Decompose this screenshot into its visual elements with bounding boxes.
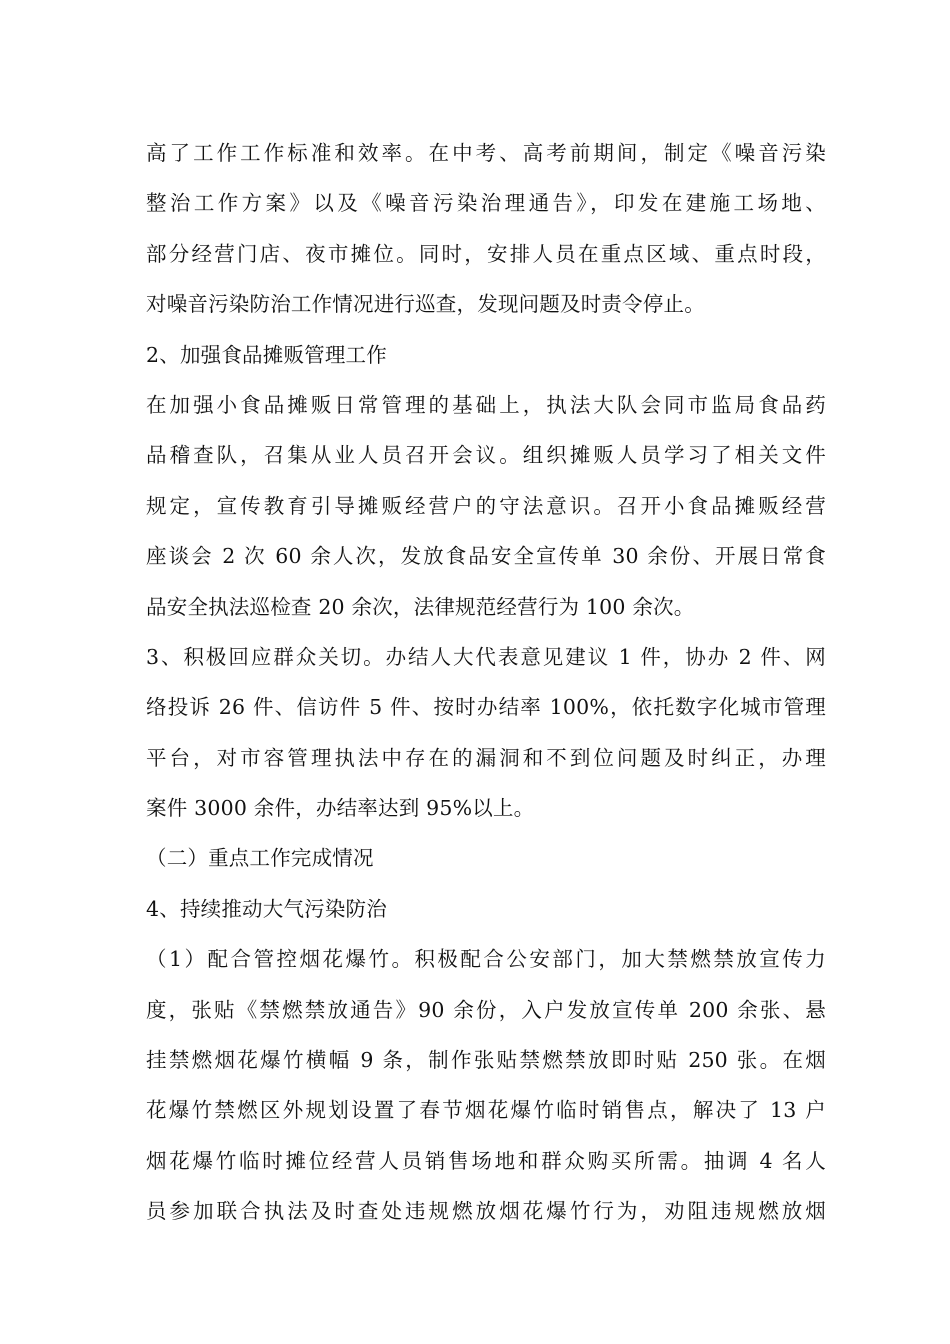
text-line: 部分经营门店、夜市摊位。同时，安排人员在重点区域、重点时段， xyxy=(146,241,826,266)
document-page xyxy=(146,128,826,1237)
text-line: 在加强小食品摊贩日常管理的基础上，执法大队会同市监局食品药 xyxy=(146,392,826,417)
text-line: 座谈会 2 次 60 余人次，发放食品安全宣传单 30 余份、开展日常食 xyxy=(146,544,826,569)
text-line: 品稽查队，召集从业人员召开会议。组织摊贩人员学习了相关文件 xyxy=(146,443,826,468)
text-line: 平台，对市容管理执法中存在的漏洞和不到位问题及时纠正，办理 xyxy=(146,745,826,770)
text-line: 员参加联合执法及时查处违规燃放烟花爆竹行为，劝阻违规燃放烟 xyxy=(146,1199,826,1224)
text-line: 花爆竹禁燃区外规划设置了春节烟花爆竹临时销售点，解决了 13 户 xyxy=(146,1098,826,1123)
text-line: 3、积极回应群众关切。办结人大代表意见建议 1 件，协办 2 件、网 xyxy=(146,644,826,669)
section-heading: （二）重点工作完成情况 xyxy=(146,846,374,871)
text-line: 高了工作工作标准和效率。在中考、高考前期间，制定《噪音污染 xyxy=(146,141,826,165)
section-heading: 2、加强食品摊贩管理工作 xyxy=(146,342,387,367)
text-line: 度，张贴《禁燃禁放通告》90 余份，入户发放宣传单 200 余张、悬 xyxy=(146,997,826,1022)
text-line: 品安全执法巡检查 20 余次，法律规范经营行为 100 余次。 xyxy=(146,594,695,619)
text-line: 整治工作方案》以及《噪音污染治理通告》，印发在建施工场地、 xyxy=(146,191,826,216)
text-line: 案件 3000 余件，办结率达到 95%以上。 xyxy=(146,796,535,821)
text-line: 对噪音污染防治工作情况进行巡查，发现问题及时责令停止。 xyxy=(146,292,705,317)
text-line: 挂禁燃烟花爆竹横幅 9 条，制作张贴禁燃禁放即时贴 250 张。在烟 xyxy=(146,1048,826,1073)
section-heading: 4、持续推动大气污染防治 xyxy=(146,896,387,921)
text-line: 规定，宣传教育引导摊贩经营户的守法意识。召开小食品摊贩经营 xyxy=(146,493,826,518)
text-line: 络投诉 26 件、信访件 5 件、按时办结率 100%，依托数字化城市管理 xyxy=(146,695,826,720)
text-line: 烟花爆竹临时摊位经营人员销售场地和群众购买所需。抽调 4 名人 xyxy=(146,1148,826,1173)
text-line: （1）配合管控烟花爆竹。积极配合公安部门，加大禁燃禁放宣传力 xyxy=(146,947,826,972)
